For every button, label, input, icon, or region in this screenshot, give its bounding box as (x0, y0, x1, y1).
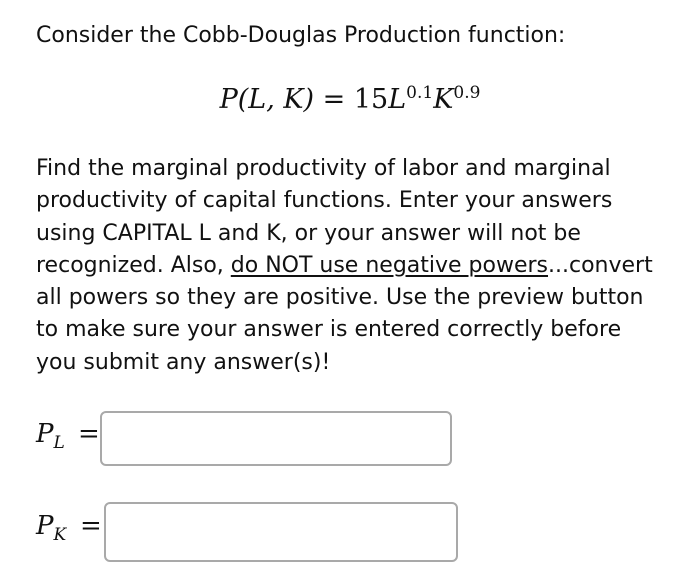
formula-coefficient: 15 (353, 84, 389, 115)
negative-powers-warning: do NOT use negative powers (230, 252, 549, 278)
instructions-text: ...convert (548, 252, 653, 278)
label-symbol: P (36, 511, 54, 541)
instructions-paragraph (36, 153, 676, 379)
labor-productivity-label (36, 419, 65, 453)
instructions-line: to make sure your answer is entered correctly before (36, 317, 622, 343)
labor-productivity-input[interactable] (100, 411, 452, 466)
instructions-text: recognized. Also, (36, 252, 231, 278)
instructions-line: Find the marginal productivity of labor and marginal (36, 156, 611, 181)
formula-capital-var: K (433, 84, 454, 115)
capital-productivity-input[interactable] (104, 502, 458, 562)
capital-productivity-label (36, 511, 67, 545)
label-subscript: K (53, 525, 67, 545)
instructions-line: you submit any answer(s)! (36, 349, 331, 375)
problem-intro: Consider the Cobb-Douglas Production function: (36, 23, 566, 48)
formula-labor-exponent: 0.1 (406, 83, 434, 103)
formula-lhs: P(L, K) (219, 84, 315, 115)
formula-labor-var: L (388, 84, 407, 115)
instructions-line: using CAPITAL L and K, or your answer will not be (36, 220, 581, 246)
instructions-line: productivity of capital functions. Enter your answers (36, 188, 613, 214)
capital-equals-sign: = (80, 511, 102, 541)
formula-equals: = (322, 84, 346, 115)
formula-capital-exponent: 0.9 (453, 83, 481, 103)
labor-equals-sign: = (78, 419, 100, 449)
instructions-line (36, 250, 676, 282)
label-symbol: P (36, 419, 54, 449)
instructions-line: all powers so they are positive. Use the preview button (36, 285, 644, 311)
label-subscript: L (53, 433, 65, 453)
production-function-formula (0, 82, 700, 121)
